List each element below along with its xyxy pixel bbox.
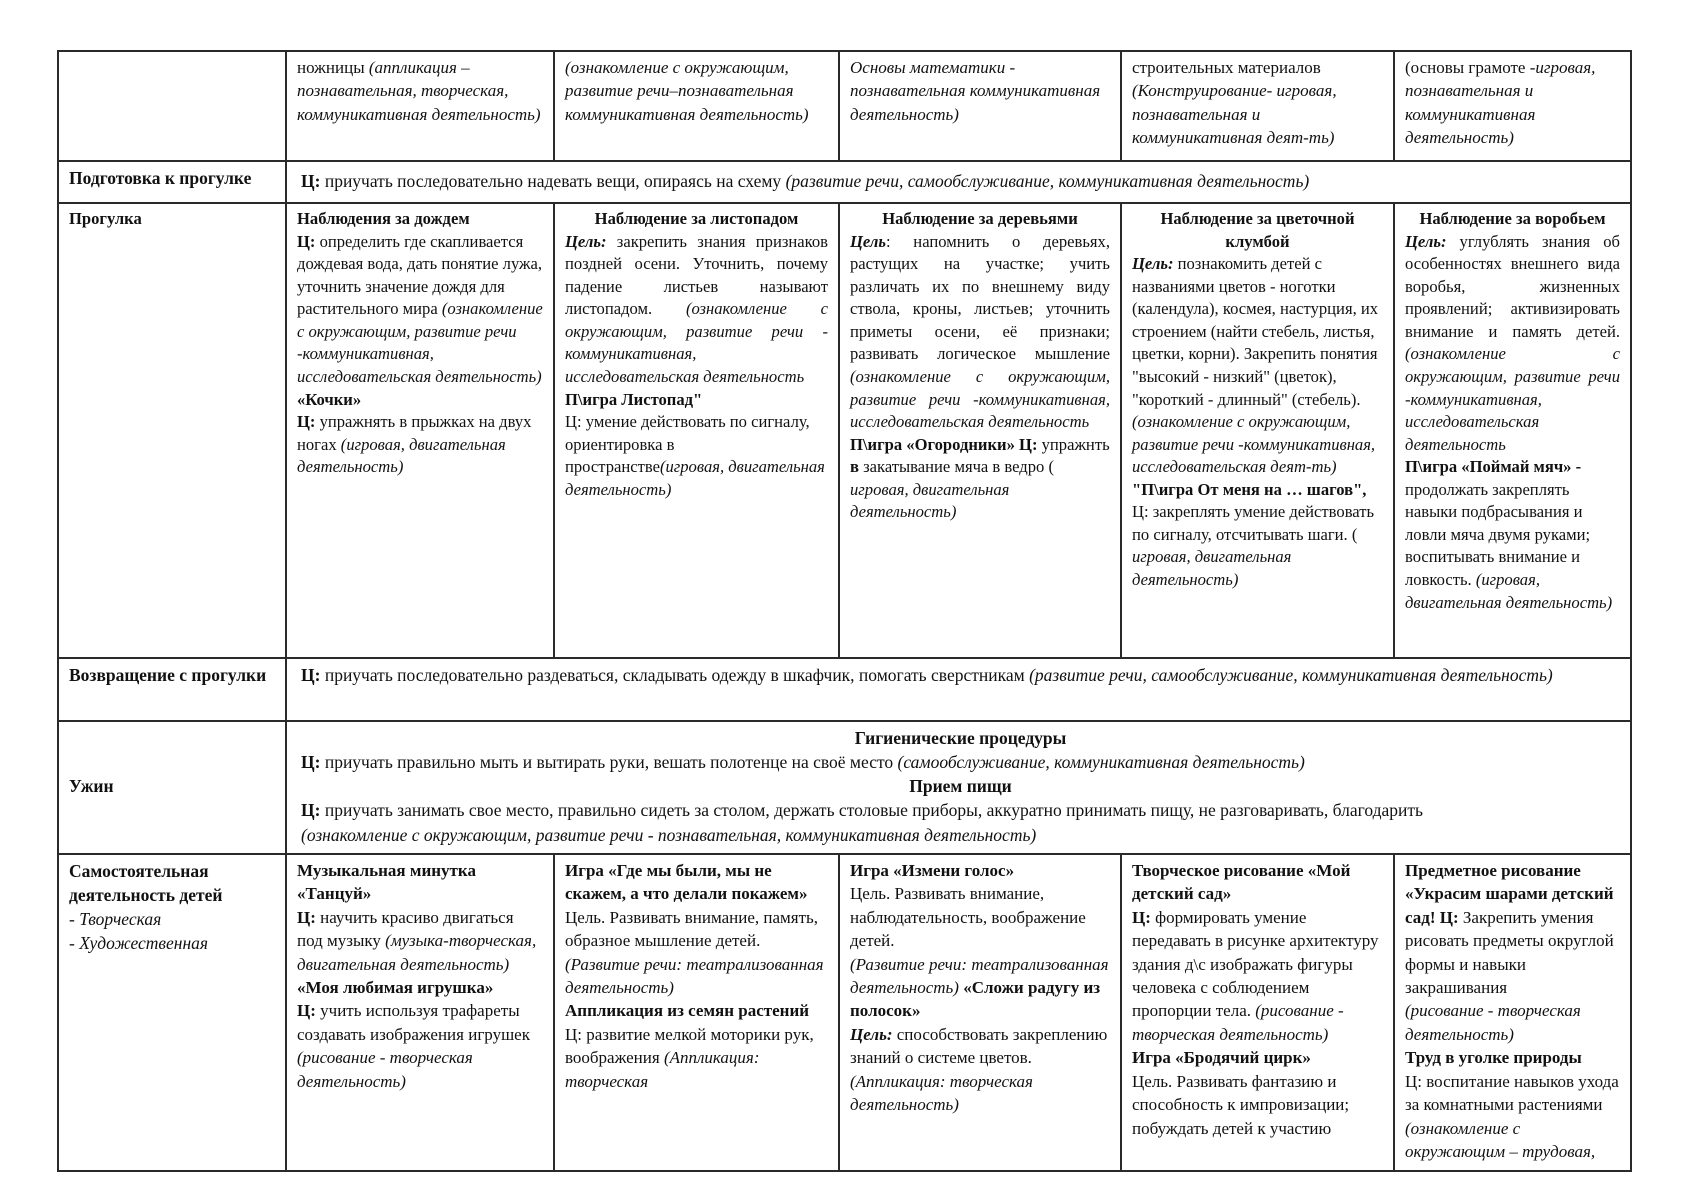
row-label-uzhin: Ужин	[58, 721, 286, 854]
cell-samostoyatelnaya-day3: Игра «Измени голос» Цель. Развивать внимание, наблюдательность, воображение детей. (Развитие речи: театрализованная деятельность) «Сложи радугу из полосок» Цель: способствовать закреплению знаний о системе цветов. (Аппликация: творческая деятельность)	[839, 854, 1121, 1171]
table-row-samostoyatelnaya	[58, 854, 1631, 1171]
table-row-vozvrashchenie	[58, 658, 1631, 721]
table-row-carryover	[58, 51, 1631, 161]
cell-podgotovka-merged: Ц: приучать последовательно надевать вещи, опираясь на схему (развитие речи, самообслуживание, коммуникативная деятельность)	[286, 161, 1631, 203]
cell-progulka-day4: Наблюдение за цветочной клумбой Цель: познакомить детей с названиями цветов - ноготки (календула), космея, настурция, их строением (найти стебель, листья, цветки, корни). Закрепить понятия "высокий - низкий" (цветок), "короткий - длинный" (стебель). (ознакомление с окружающим, развитие речи -коммуникативная, исследовательская деят-ть) "П\игра От меня на … шагов", Ц: закреплять умение действовать по сигналу, отсчитывать шаги. ( игровая, двигательная деятельность)	[1121, 203, 1394, 658]
cell-progulka-day1: Наблюдения за дождем Ц: определить где скапливается дождевая вода, дать понятие лужа, уточнить значение дождя для растительного мира (ознакомление с окружающим, развитие речи -коммуникативная, исследовательская деятельность) «Кочки» Ц: упражнять в прыжках на двух ногах (игровая, двигательная деятельность)	[286, 203, 554, 658]
row-label-progulka: Прогулка	[58, 203, 286, 658]
row-label-vozvrashchenie: Возвращение с прогулки	[58, 658, 286, 721]
table-row-uzhin	[58, 721, 1631, 854]
row-label-podgotovka: Подготовка к прогулке	[58, 161, 286, 203]
cell-samostoyatelnaya-day2: Игра «Где мы были, мы не скажем, а что делали покажем» Цель. Развивать внимание, память, образное мышление детей. (Развитие речи: театрализованная деятельность) Аппликация из семян растений Ц: развитие мелкой моторики рук, воображения (Аппликация: творческая	[554, 854, 839, 1171]
cell-samostoyatelnaya-day1: Музыкальная минутка «Танцуй» Ц: научить красиво двигаться под музыку (музыка-творческая, двигательная деятельность) «Моя любимая игрушка» Ц: учить используя трафареты создавать изображения игрушек (рисование - творческая деятельность)	[286, 854, 554, 1171]
row-label-empty	[58, 51, 286, 161]
cell-samostoyatelnaya-day4: Творческое рисование «Мой детский сад» Ц: формировать умение передавать в рисунке архитектуру здания д\с изображать фигуры человека с соблюдением пропорции тела. (рисование - творческая деятельность) Игра «Бродячий цирк» Цель. Развивать фантазию и способность к импровизации; побуждать детей к участию	[1121, 854, 1394, 1171]
table-row-progulka	[58, 203, 1631, 658]
table-row-podgotovka	[58, 161, 1631, 203]
cell-samostoyatelnaya-day5: Предметное рисование «Украсим шарами детский сад! Ц: Закрепить умения рисовать предметы округлой формы и навыки закрашивания (рисование - творческая деятельность) Труд в уголке природы Ц: воспитание навыков ухода за комнатными растениями (ознакомление с окружающим – трудовая,	[1394, 854, 1631, 1171]
cell-progulka-day2: Наблюдение за листопадом Цель: закрепить знания признаков поздней осени. Уточнить, почему падение листьев называют листопадом. (ознакомление с окружающим, развитие речи - коммуникативная, исследовательская деятельность П\игра Листопад" Ц: умение действовать по сигналу, ориентировка в пространстве(игровая, двигательная деятельность)	[554, 203, 839, 658]
cell-carryover-day4: строительных материалов (Конструирование- игровая, познавательная и коммуникативная деят-ть)	[1121, 51, 1394, 161]
cell-vozvrashchenie-merged: Ц: приучать последовательно раздеваться, складывать одежду в шкафчик, помогать сверстникам (развитие речи, самообслуживание, коммуникативная деятельность)	[286, 658, 1631, 721]
cell-carryover-day2: (ознакомление с окружающим, развитие речи–познавательная коммуникативная деятельность)	[554, 51, 839, 161]
cell-progulka-day3: Наблюдение за деревьями Цель: напомнить о деревьях, растущих на участке; учить различать их по внешнему виду ствола, кроны, листьев; уточнить приметы осени, её признаки; развивать логическое мышление (ознакомление с окружающим, развитие речи -коммуникативная, исследовательская деятельность П\игра «Огородники» Ц: упражнть в закатывание мяча в ведро ( игровая, двигательная деятельность)	[839, 203, 1121, 658]
cell-carryover-day1: ножницы (аппликация – познавательная, творческая, коммуникативная деятельность)	[286, 51, 554, 161]
row-label-samostoyatelnaya: Самостоятельная деятельность детей - Творческая - Художественная	[58, 854, 286, 1171]
cell-carryover-day5: (основы грамоте -игровая, познавательная и коммуникативная деятельность)	[1394, 51, 1631, 161]
cell-carryover-day3: Основы математики - познавательная коммуникативная деятельность)	[839, 51, 1121, 161]
cell-uzhin-merged: Гигиенические процедуры Ц: приучать правильно мыть и вытирать руки, вешать полотенце на своё место (самообслуживание, коммуникативная деятельность) Прием пищи Ц: приучать занимать свое место, правильно сидеть за столом, держать столовые приборы, аккуратно принимать пищу, не разговаривать, благодарить (ознакомление с окружающим, развитие речи - познавательная, коммуникативная деятельность)	[286, 721, 1631, 854]
weekly-plan-table	[57, 50, 1632, 1172]
cell-progulka-day5: Наблюдение за воробьем Цель: углублять знания об особенностях внешнего вида воробья, жизненных проявлений; активизировать внимание и память детей. (ознакомление с окружающим, развитие речи -коммуникативная, исследовательская деятельность П\игра «Поймай мяч» - продолжать закреплять навыки подбрасывания и ловли мяча двумя руками; воспитывать внимание и ловкость. (игровая, двигательная деятельность)	[1394, 203, 1631, 658]
